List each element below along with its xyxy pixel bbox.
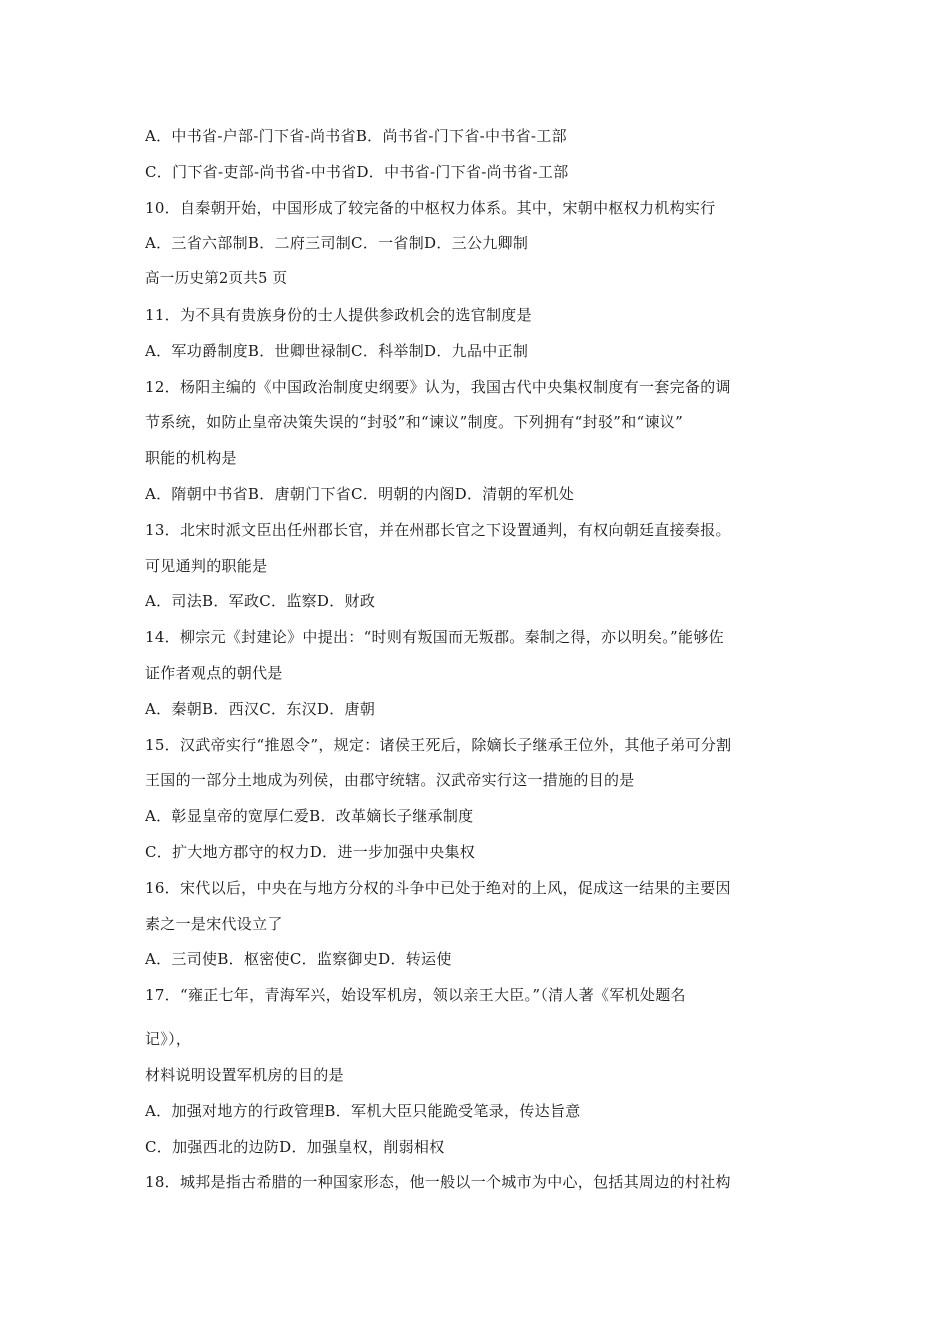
text-line: 材料说明设置军机房的目的是 [145, 1065, 344, 1084]
text-line: A．中书省-户部-门下省-尚书省B．尚书省-门下省-中书省-工部 [145, 127, 567, 145]
text-line: A．加强对地方的行政管理B．军机大臣只能跪受笔录，传达旨意 [145, 1101, 581, 1120]
text-line: A．三省六部制B．二府三司制C．一省制D．三公九卿制 [145, 234, 529, 253]
text-line: A．司法B．军政C．监察D．财政 [145, 592, 376, 611]
text-line: 王国的一部分土地成为列侯，由郡守统辖。汉武帝实行这一措施的目的是 [145, 771, 635, 790]
text-line: 证作者观点的朝代是 [145, 663, 283, 682]
text-line: 13．北宋时派文臣出任州郡长官，并在州郡长官之下设置通判，有权向朝廷直接奏报。 [145, 520, 731, 539]
text-line: C．加强西北的边防D．加强皇权，削弱相权 [145, 1137, 445, 1156]
page-footer-text: 高一历史第2页共5 页 [145, 271, 288, 288]
text-line: A．彰显皇帝的宽厚仁爱B．改革嫡长子继承制度 [145, 807, 474, 826]
text-line: 16．宋代以后，中央在与地方分权的斗争中已处于绝对的上风，促成这一结果的主要因 [145, 878, 731, 897]
text-line: 12．杨阳主编的《中国政治制度史纲要》认为，我国古代中央集权制度有一套完备的调 [145, 377, 731, 396]
text-line: 14．柳宗元《封建论》中提出：“时则有叛国而无叛郡。秦制之得，亦以明矣。”能够佐 [145, 628, 724, 647]
text-line: A．三司使B．枢密使C．监察御史D．转运使 [145, 950, 452, 969]
text-line: A．秦朝B．西汉C．东汉D．唐朝 [145, 699, 376, 718]
text-line: 可见通判的职能是 [145, 556, 268, 575]
text-line: 18．城邦是指古希腊的一种国家形态，他一般以一个城市为中心，包括其周边的村社构 [145, 1173, 731, 1192]
document-page [145, 122, 805, 1204]
text-line: 11．为不具有贵族身份的士人提供参政机会的选官制度是 [145, 305, 532, 324]
text-line: 素之一是宋代设立了 [145, 914, 283, 933]
text-line: A．隋朝中书省B．唐朝门下省C．明朝的内阁D．清朝的军机处 [145, 484, 575, 503]
text-line: C．门下省-吏部-尚书省-中书省D．中书省-门下省-尚书省-工部 [145, 162, 569, 181]
text-line: C．扩大地方郡守的权力D．进一步加强中央集权 [145, 842, 476, 861]
text-line: 节系统，如防止皇帝决策失误的“封驳”和“谏议”制度。下列拥有“封驳”和“谏议” [145, 413, 684, 432]
text-line: 记》）， [145, 1030, 192, 1049]
text-line: 10．自秦朝开始，中国形成了较完备的中枢权力体系。其中，宋朝中枢权力机构实行 [145, 198, 716, 217]
text-line: 17．“雍正七年，青海军兴，始设军机房，领以亲王大臣。”（清人著《军机处题名 [145, 986, 686, 1005]
text-line: 职能的机构是 [145, 449, 237, 468]
text-line: 15．汉武帝实行“推恩令”，规定：诸侯王死后，除嫡长子继承王位外，其他子弟可分割 [145, 735, 732, 754]
text-line: A．军功爵制度B．世卿世禄制C．科举制D．九品中正制 [145, 341, 529, 360]
